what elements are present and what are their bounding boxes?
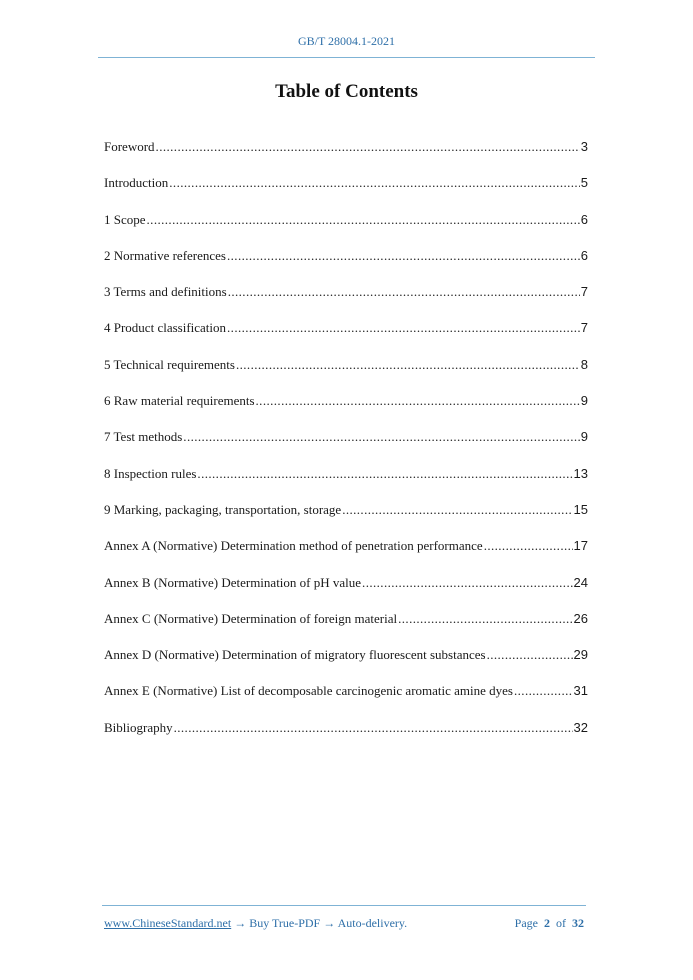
- toc-entry-page: 32: [573, 719, 588, 735]
- toc-entry-title: Annex E (Normative) List of decomposable carcinogenic aromatic amine dyes: [104, 683, 513, 699]
- toc-entry-page: 13: [573, 465, 588, 481]
- document-footer: [104, 916, 584, 931]
- toc-entry-page: 15: [573, 501, 588, 517]
- toc-entry-page: 6: [580, 247, 588, 263]
- toc-entry-title: 8 Inspection rules: [104, 465, 197, 481]
- toc-dot-leader: [169, 174, 580, 192]
- toc-entry[interactable]: [104, 283, 588, 319]
- toc-entry[interactable]: [104, 392, 588, 428]
- toc-dot-leader: [227, 247, 580, 265]
- toc-dot-leader: [487, 646, 573, 664]
- page-current: 2: [544, 916, 550, 930]
- footer-divider: [102, 905, 586, 906]
- toc-entry-page: 26: [573, 610, 588, 626]
- toc-entry-title: 3 Terms and definitions: [104, 284, 227, 300]
- toc-entry-title: 5 Technical requirements: [104, 356, 235, 372]
- page-label: Page: [514, 916, 538, 930]
- toc-entry-title: Introduction: [104, 175, 169, 191]
- toc-entry[interactable]: [104, 356, 588, 392]
- toc-entry-page: 7: [580, 320, 588, 336]
- toc-dot-leader: [183, 428, 579, 446]
- toc-dot-leader: [398, 610, 572, 628]
- toc-entry[interactable]: [104, 319, 588, 355]
- standard-code: GB/T 28004.1-2021: [297, 34, 396, 48]
- toc-dot-leader: [227, 319, 580, 337]
- toc-dot-leader: [147, 211, 580, 229]
- toc-entry-page: 5: [580, 175, 588, 191]
- toc-entry-title: 9 Marking, packaging, transportation, storage: [104, 501, 342, 517]
- header-divider: [98, 57, 595, 58]
- toc-entry-title: 1 Scope: [104, 211, 146, 227]
- toc-entry-title: 2 Normative references: [104, 247, 226, 263]
- toc-entry[interactable]: [104, 174, 588, 210]
- toc-entry-page: 24: [573, 574, 588, 590]
- toc-dot-leader: [236, 356, 580, 374]
- toc-entry-page: 6: [580, 211, 588, 227]
- toc-dot-leader: [197, 465, 572, 483]
- toc-entry[interactable]: [104, 610, 588, 646]
- toc-entry-title: 7 Test methods: [104, 429, 183, 445]
- toc-entry-title: Bibliography: [104, 719, 173, 735]
- toc-entry[interactable]: [104, 211, 588, 247]
- toc-entry-page: 9: [580, 393, 588, 409]
- toc-entry-title: 4 Product classification: [104, 320, 227, 336]
- toc-entry-page: 29: [573, 647, 588, 663]
- toc-dot-leader: [228, 283, 580, 301]
- toc-entry-page: 9: [580, 429, 588, 445]
- arrow-right-icon: →: [323, 916, 336, 930]
- toc-entry-page: 31: [573, 683, 588, 699]
- toc-entry-title: Annex A (Normative) Determination method of penetration performance: [104, 538, 483, 554]
- toc-dot-leader: [174, 719, 573, 737]
- page-total: 32: [572, 916, 584, 930]
- toc-dot-leader: [362, 574, 572, 592]
- toc-entry[interactable]: [104, 465, 588, 501]
- page-of-label: of: [556, 916, 566, 930]
- toc-entry[interactable]: [104, 646, 588, 682]
- buy-link[interactable]: Buy True-PDF: [249, 916, 321, 930]
- page-indicator: [515, 916, 584, 931]
- toc-entry[interactable]: [104, 537, 588, 573]
- toc-entry[interactable]: [104, 501, 588, 537]
- toc-entry-title: 6 Raw material requirements: [104, 393, 255, 409]
- toc-dot-leader: [484, 537, 573, 555]
- toc-entry-title: Annex B (Normative) Determination of pH value: [104, 574, 362, 590]
- toc-entry-page: 3: [580, 139, 588, 154]
- toc-entry-title: Annex D (Normative) Determination of migratory fluorescent substances: [104, 647, 486, 663]
- toc-dot-leader: [156, 138, 580, 156]
- toc-entry[interactable]: [104, 247, 588, 283]
- delivery-text: Auto-delivery.: [337, 916, 408, 930]
- toc-entry-page: 8: [580, 356, 588, 372]
- toc-entry[interactable]: [104, 574, 588, 610]
- site-link[interactable]: www.ChineseStandard.net: [104, 916, 232, 930]
- toc-entry[interactable]: [104, 138, 588, 174]
- table-of-contents: [104, 138, 588, 755]
- toc-entry-title: Annex C (Normative) Determination of foreign material: [104, 610, 398, 626]
- toc-dot-leader: [256, 392, 580, 410]
- document-header: [0, 34, 693, 49]
- toc-entry-title: Foreword: [104, 139, 155, 154]
- toc-entry[interactable]: [104, 682, 588, 718]
- toc-dot-leader: [514, 682, 573, 700]
- arrow-right-icon: →: [234, 916, 247, 930]
- toc-entry[interactable]: [104, 719, 588, 755]
- page-title: Table of Contents: [275, 81, 418, 102]
- footer-promo: [104, 916, 407, 931]
- toc-entry-page: 17: [573, 538, 588, 554]
- toc-entry[interactable]: [104, 428, 588, 464]
- toc-entry-page: 7: [580, 284, 588, 300]
- toc-dot-leader: [342, 501, 572, 519]
